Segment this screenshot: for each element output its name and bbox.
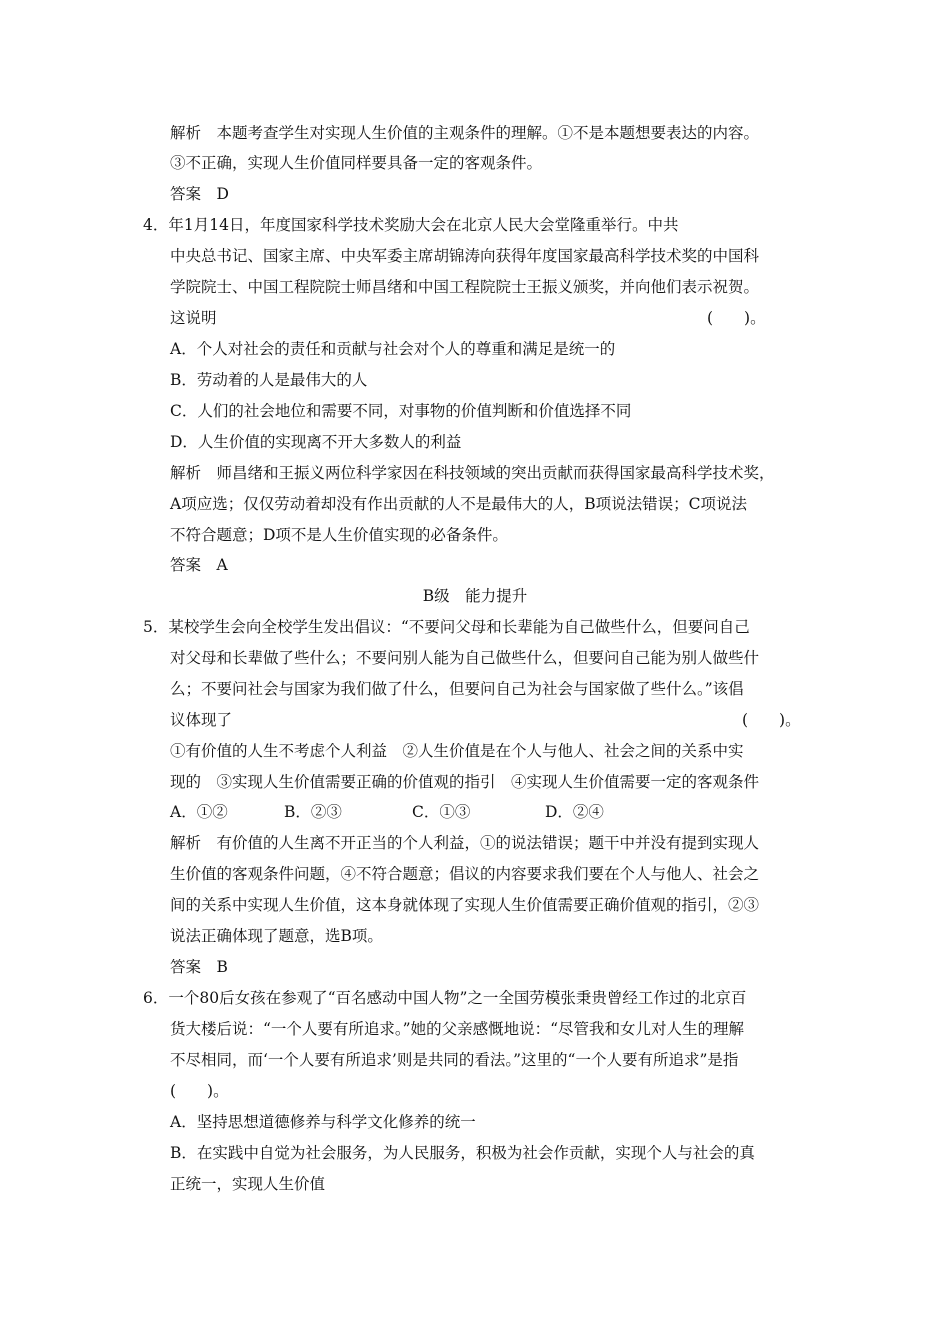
text-line: A．个人对社会的责任和贡献与社会对个人的尊重和满足是统一的 [170,340,616,358]
text-line: B．在实践中自觉为社会服务，为人民服务，积极为社会作贡献，实现个人与社会的真 [170,1144,755,1162]
text-line: 现的 ③实现人生价值需要正确的价值观的指引 ④实现人生价值需要一定的客观条件 [170,773,760,791]
text-line: 议体现了 [170,711,233,729]
text-line: ③不正确，实现人生价值同样要具备一定的客观条件。 [170,154,543,172]
text-line: 答案 B [170,958,228,976]
text-line: A项应选；仅仅劳动着却没有作出贡献的人不是最伟大的人，B项说法错误；C项说法 [170,495,747,513]
text-line: 间的关系中实现人生价值，这本身就体现了实现人生价值需要正确价值观的指引，②③ [170,896,760,914]
text-line: 这说明 [170,309,217,327]
text-line: ( )。 [170,1082,229,1100]
text-line: 解析 师昌绪和王振义两位科学家因在科技领域的突出贡献而获得国家最高科学技术奖， [170,464,775,482]
text-line: 中央总书记、国家主席、中央军委主席胡锦涛向获得年度国家最高科学技术奖的中国科 [170,247,760,265]
text-line: 不尽相同，而‘一个人要有所追求’则是共同的看法。”这里的“一个人要有所追求”是指 [170,1051,739,1069]
text-line: 不符合题意；D项不是人生价值实现的必备条件。 [170,526,508,544]
text-line: A．①② [170,803,228,821]
text-line: A．坚持思想道德修养与科学文化修养的统一 [170,1113,476,1131]
text-line: ( )。 [742,711,801,729]
text-line: D．人生价值的实现离不开大多数人的利益 [170,433,462,451]
text-line: 正统一，实现人生价值 [170,1175,326,1193]
text-line: ①有价值的人生不考虑个人利益 ②人生价值是在个人与他人、社会之间的关系中实 [170,742,744,760]
text-line: 说法正确体现了题意，选B项。 [170,927,383,945]
text-line: 对父母和长辈做了些什么；不要问别人能为自己做些什么，但要问自己能为别人做些什 [170,649,760,667]
text-line: 答案 A [170,556,228,574]
text-line: 生价值的客观条件问题，④不符合题意；倡议的内容要求我们要在个人与他人、社会之 [170,865,760,883]
text-line: 6．一个80后女孩在参观了“百名感动中国人物”之一全国劳模张秉贵曾经工作过的北京百 [143,989,747,1007]
text-line: 学院院士、中国工程院院士师昌绪和中国工程院院士王振义颁奖，并向他们表示祝贺。 [170,278,760,296]
text-line: C．人们的社会地位和需要不同，对事物的价值判断和价值选择不同 [170,402,632,420]
text-line: 4．年1月14日，年度国家科学技术奖励大会在北京人民大会堂隆重举行。中共 [143,216,679,234]
text-line: ( )。 [707,309,766,327]
text-line: B．②③ [284,803,342,821]
text-line: 解析 有价值的人生离不开正当的个人利益，①的说法错误；题干中并没有提到实现人 [170,834,760,852]
text-line: D．②④ [545,803,604,821]
text-line: 答案 D [170,185,229,203]
text-line: 货大楼后说：“一个人要有所追求。”她的父亲感慨地说：“尽管我和女儿对人生的理解 [170,1020,745,1038]
text-line: 5．某校学生会向全校学生发出倡议：“不要问父母和长辈能为自己做些什么，但要问自己 [143,618,750,636]
text-line: 解析 本题考查学生对实现人生价值的主观条件的理解。①不是本题想要表达的内容。 [170,124,760,142]
text-line: B．劳动着的人是最伟大的人 [170,371,368,389]
text-line: 么；不要问社会与国家为我们做了什么，但要问自己为社会与国家做了些什么。”该倡 [170,680,744,698]
section-heading: B级 能力提升 [422,587,528,605]
text-line: C．①③ [412,803,471,821]
